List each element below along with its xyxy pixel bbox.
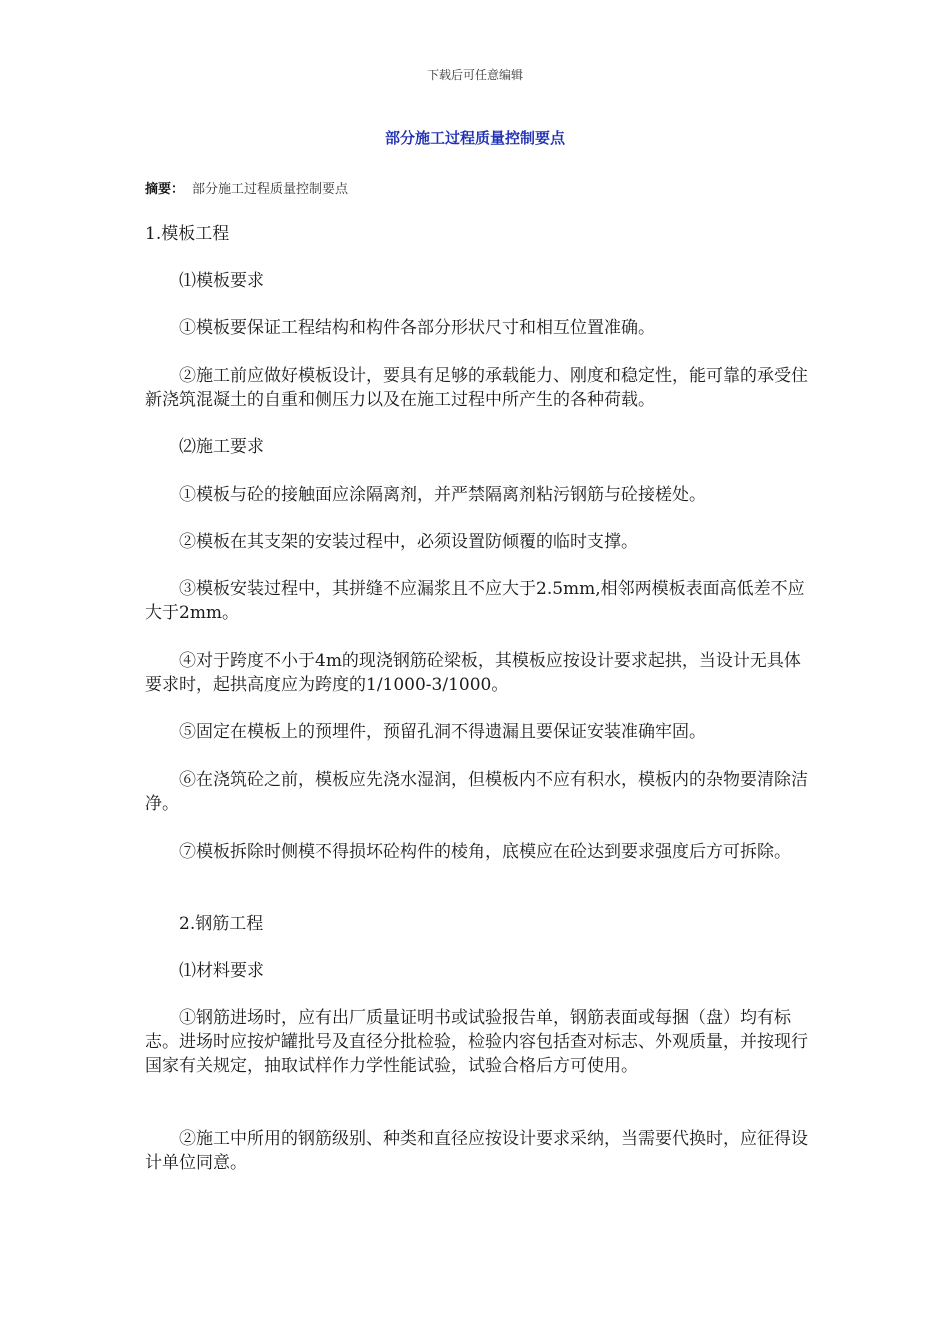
- paragraph: ④对于跨度不小于4m的现浇钢筋砼梁板，其模板应按设计要求起拱，当设计无具体要求时，起拱高度应为跨度的1/1000-3/1000。: [145, 651, 801, 695]
- paragraph: ②施工中所用的钢筋级别、种类和直径应按设计要求采纳，当需要代换时，应征得设计单位同意。: [145, 1129, 808, 1173]
- page-header-note: 下载后可任意编辑: [426, 68, 523, 82]
- paragraph: ①模板与砼的接触面应涂隔离剂，并严禁隔离剂粘污钢筋与砼接槎处。: [179, 485, 706, 505]
- paragraph: ③模板安装过程中，其拼缝不应漏浆且不应大于2.5mm,相邻两模板表面高低差不应大于2mm。: [145, 579, 805, 623]
- abstract-text: 部分施工过程质量控制要点: [192, 182, 349, 197]
- paragraph: ⑥在浇筑砼之前，模板应先浇水湿润，但模板内不应有积水，模板内的杂物要清除洁净。: [145, 770, 808, 814]
- paragraph: ⑤固定在模板上的预埋件，预留孔洞不得遗漏且要保证安装准确牢固。: [179, 722, 706, 742]
- subsection-heading: ⑵施工要求: [179, 437, 264, 457]
- document-title: 部分施工过程质量控制要点: [384, 129, 565, 147]
- abstract-label: 摘要：: [145, 182, 185, 197]
- paragraph: ①模板要保证工程结构和构件各部分形状尺寸和相互位置准确。: [179, 318, 655, 338]
- paragraph: ②施工前应做好模板设计，要具有足够的承载能力、刚度和稳定性，能可靠的承受住新浇筑混凝土的自重和侧压力以及在施工过程中所产生的各种荷载。: [145, 366, 808, 410]
- subsection-heading: ⑴模板要求: [179, 271, 264, 291]
- abstract: [145, 178, 348, 197]
- paragraph: ②模板在其支架的安装过程中，必须设置防倾覆的临时支撑。: [179, 532, 638, 552]
- subsection-heading: ⑴材料要求: [179, 961, 264, 981]
- section-heading-formwork: 1.模板工程: [145, 224, 230, 244]
- paragraph: ⑦模板拆除时侧模不得损坏砼构件的棱角，底模应在砼达到要求强度后方可拆除。: [179, 842, 791, 862]
- paragraph: ①钢筋进场时，应有出厂质量证明书或试验报告单，钢筋表面或每捆（盘）均有标志。进场时应按炉罐批号及直径分批检验，检验内容包括查对标志、外观质量，并按现行国家有关规定，抽取试样作力学性能试验，试验合格后方可使用。: [145, 1008, 808, 1076]
- section-heading-rebar: 2.钢筋工程: [179, 914, 264, 934]
